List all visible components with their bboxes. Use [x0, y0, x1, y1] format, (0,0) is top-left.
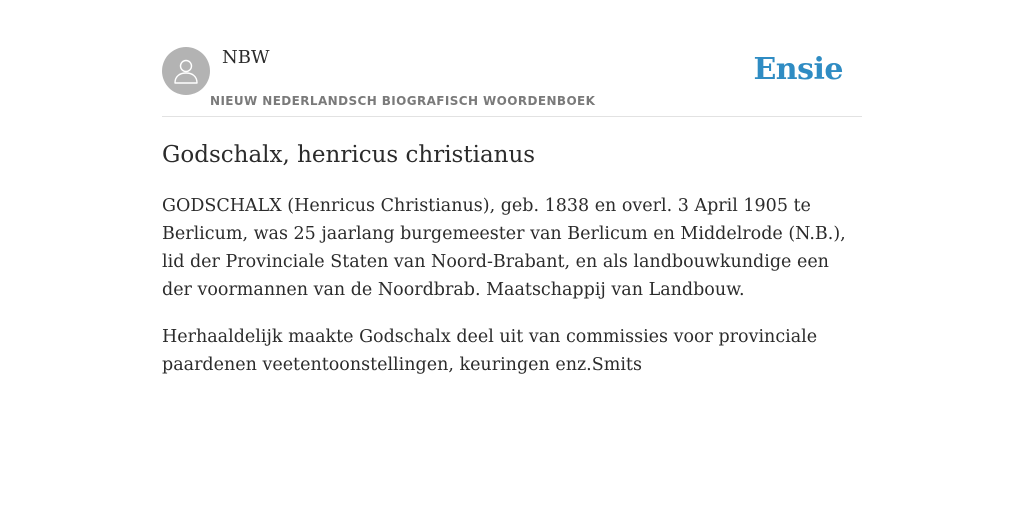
user-icon — [171, 56, 201, 86]
source-name[interactable]: NBW — [222, 47, 270, 68]
article-paragraph: Herhaaldelijk maakte Godschalx deel uit van commissies voor provinciale paardenen veetentoonstellingen, keuringen enz.Smits — [162, 327, 818, 375]
article-title: Godschalx, henricus christianus — [162, 142, 536, 168]
ensie-logo-link[interactable]: Ensie — [753, 52, 843, 87]
source-avatar[interactable] — [162, 47, 210, 95]
source-full-name: NIEUW NEDERLANDSCH BIOGRAFISCH WOORDENBOEK — [210, 94, 596, 108]
article-paragraph: GODSCHALX (Henricus Christianus), geb. 1838 en overl. 3 April 1905 te Berlicum, was 25 jaarlang burgemeester van Berlicum en Middelrode (N.B.), lid der Provinciale Staten van Noord-Brabant, en als landbouwkundige een der voormannen van de Noordbrab. Maatschappij van Landbouw. — [162, 196, 846, 300]
article-body — [162, 192, 862, 398]
header — [162, 0, 862, 117]
